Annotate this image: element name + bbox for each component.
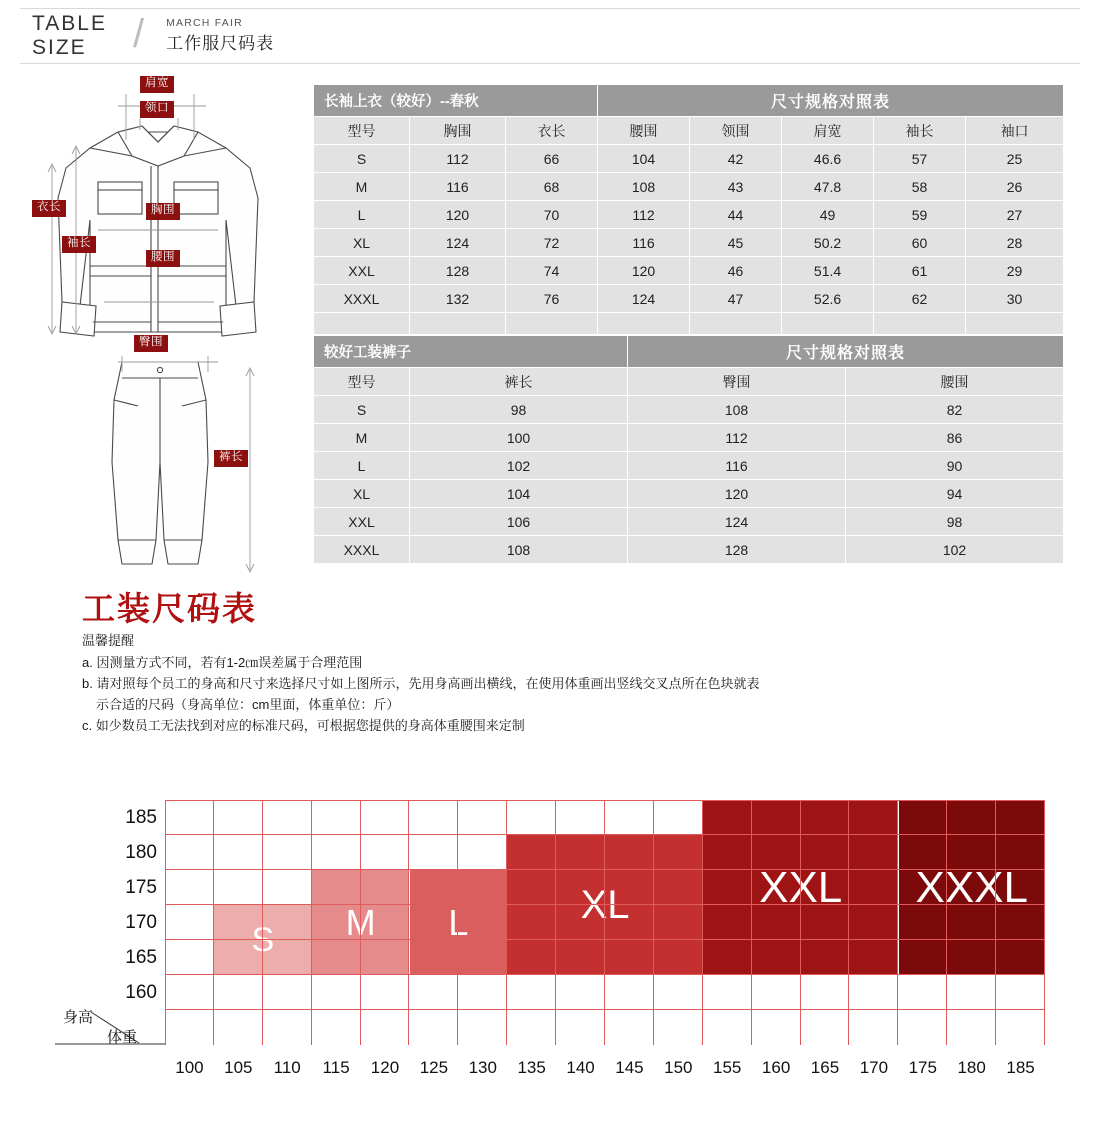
label-waist: 腰围 [146,250,180,267]
size-heatmap-chart [55,800,1055,1090]
x-tick-140: 140 [566,1058,595,1077]
cell: 128 [410,257,506,285]
note-line-a: a. 因测量方式不同，若有1-2㎝误差属于合理范围 [82,655,363,671]
x-tick-155: 155 [713,1058,742,1077]
x-tick-110: 110 [273,1058,301,1077]
header-title-line2: SIZE [32,36,87,59]
cell: 104 [598,145,690,173]
cell: 51.4 [782,257,874,285]
heatmap-x-axis [165,1048,1045,1078]
cell: S [314,396,410,424]
jacket-col-shoulder: 肩宽 [782,117,874,145]
pants-table-header-row [314,368,1064,396]
cell: 43 [690,173,782,201]
cell: 47.8 [782,173,874,201]
table-row [314,508,1064,536]
table-row [314,173,1064,201]
cell: 120 [410,201,506,229]
table-row [314,452,1064,480]
jacket-col-collar: 领围 [690,117,782,145]
cell: 90 [846,452,1064,480]
cell: 70 [506,201,598,229]
cell: 66 [506,145,598,173]
jacket-table-header-row [314,117,1064,145]
x-tick-175: 175 [908,1058,937,1077]
cell: 28 [966,229,1064,257]
cell [314,313,410,335]
cell [966,313,1064,335]
cell: 49 [782,201,874,229]
cell: 44 [690,201,782,229]
jacket-table-title-row [314,85,1064,117]
jacket-table-title-left: 长袖上衣（较好）--春秋 [314,85,598,117]
cell: 52.6 [782,285,874,313]
x-tick-100: 100 [175,1058,204,1077]
cell: 62 [874,285,966,313]
pants-col-waist: 腰围 [846,368,1064,396]
cell: 76 [506,285,598,313]
cell: 72 [506,229,598,257]
x-tick-120: 120 [370,1058,400,1077]
table-row [314,424,1064,452]
pants-col-length: 裤长 [410,368,628,396]
cell: 82 [846,396,1064,424]
cell: 94 [846,480,1064,508]
cell: 86 [846,424,1064,452]
brand-name-en: MARCH FAIR [166,16,243,29]
x-tick-125: 125 [419,1058,449,1077]
label-chest: 胸围 [146,203,180,220]
cell: S [314,145,410,173]
cell: L [314,452,410,480]
cell: 60 [874,229,966,257]
jacket-size-table-wrap [313,84,1064,335]
cell [410,313,506,335]
cell: 116 [410,173,506,201]
table-row [314,285,1064,313]
cell: 25 [966,145,1064,173]
page-header [20,8,1080,64]
jacket-size-table [313,84,1064,335]
y-tick-175: 175 [125,877,157,898]
header-brand-block [166,17,274,56]
x-tick-135: 135 [517,1058,546,1077]
cell: XXL [314,257,410,285]
jacket-col-length: 衣长 [506,117,598,145]
cell: 102 [846,536,1064,564]
cell [598,313,690,335]
cell: 124 [628,508,846,536]
cell: 128 [628,536,846,564]
cell: 106 [410,508,628,536]
cell: 98 [410,396,628,424]
garment-illustration-svg [18,70,308,580]
cell: XXL [314,508,410,536]
cell: 61 [874,257,966,285]
pants-col-model: 型号 [314,368,410,396]
jacket-col-cuff: 袖口 [966,117,1064,145]
size-block-l: L [410,870,508,975]
table-row [314,201,1064,229]
label-shoulder-width: 肩宽 [140,76,174,93]
table-row [314,229,1064,257]
jacket-col-chest: 胸围 [410,117,506,145]
note-line-b2: 示合适的尺码（身高单位：cm里面，体重单位：斤） [96,697,400,713]
heatmap-gridlines [165,800,1045,1045]
x-tick-115: 115 [322,1058,350,1077]
notes-block [82,630,942,736]
cell: 100 [410,424,628,452]
cell: M [314,424,410,452]
size-block-s: S [214,905,312,975]
jacket-col-sleeve: 袖长 [874,117,966,145]
table-row [314,480,1064,508]
label-pants-length: 裤长 [214,450,248,467]
note-line-c: c. 如少数员工无法找到对应的标准尺码，可根据您提供的身高体重腰围来定制 [82,718,525,734]
cell: 45 [690,229,782,257]
size-block-xxl: XXL [703,800,899,975]
cell: 108 [410,536,628,564]
cell: 46.6 [782,145,874,173]
label-coat-length: 衣长 [32,200,66,217]
table-row [314,257,1064,285]
x-tick-165: 165 [810,1058,840,1077]
pants-table-title-left: 较好工装裤子 [314,336,628,368]
axis-label-height: 身高 [63,1009,94,1026]
cell: XL [314,229,410,257]
cell: 47 [690,285,782,313]
y-tick-160: 160 [125,982,157,1003]
cell: M [314,173,410,201]
pants-size-table [313,335,1064,564]
cell: 124 [598,285,690,313]
cell: 74 [506,257,598,285]
pants-size-table-wrap [313,335,1064,564]
table-spacer-row [314,313,1064,335]
cell: 57 [874,145,966,173]
x-tick-185: 185 [1006,1058,1035,1077]
y-tick-170: 170 [125,912,157,933]
pants-table-title-center: 尺寸规格对照表 [628,336,1064,368]
y-tick-165: 165 [125,947,157,968]
header-title-line1: TABLE [32,11,107,35]
cell: 116 [598,229,690,257]
brand-subtitle-cn: 工作服尺码表 [166,34,275,54]
cell: 124 [410,229,506,257]
x-tick-170: 170 [859,1058,889,1077]
cell: 120 [598,257,690,285]
pants-table-title-row [314,336,1064,368]
cell: 50.2 [782,229,874,257]
cell [690,313,782,335]
cell: L [314,201,410,229]
cell: 98 [846,508,1064,536]
notes-heading: 温馨提醒 [82,633,135,648]
y-tick-180: 180 [125,842,157,863]
cell: 30 [966,285,1064,313]
cell: 104 [410,480,628,508]
x-tick-130: 130 [468,1058,497,1077]
cell: XXXL [314,285,410,313]
cell: 59 [874,201,966,229]
cell: XXXL [314,536,410,564]
label-collar: 领口 [140,101,174,118]
cell: 108 [628,396,846,424]
cell: 112 [628,424,846,452]
y-tick-185: 185 [125,807,157,828]
axis-label-weight: 体重 [107,1029,138,1046]
x-tick-150: 150 [664,1058,693,1077]
cell: 46 [690,257,782,285]
x-tick-180: 180 [957,1058,986,1077]
jacket-table-title-center: 尺寸规格对照表 [598,85,1064,117]
heatmap-axis-corner [55,1010,165,1045]
cell: 26 [966,173,1064,201]
size-block-xxxl: XXXL [899,800,1046,975]
size-block-m: M [312,870,410,975]
cell: 68 [506,173,598,201]
jacket-col-waist: 腰围 [598,117,690,145]
cell: 102 [410,452,628,480]
cell: 108 [598,173,690,201]
cell: 42 [690,145,782,173]
table-row [314,145,1064,173]
cell: 27 [966,201,1064,229]
table-row [314,536,1064,564]
header-title-block [20,12,107,60]
x-tick-105: 105 [224,1058,253,1077]
x-tick-145: 145 [615,1058,644,1077]
cell [506,313,598,335]
size-block-xl: XL [507,835,703,975]
table-row [314,396,1064,424]
cell: 58 [874,173,966,201]
jacket-col-model: 型号 [314,117,410,145]
cell: 112 [598,201,690,229]
cell: 116 [628,452,846,480]
note-line-b1: b. 请对照每个员工的身高和尺寸来选择尺寸如上图所示，先用身高画出横线，在使用体重画出竖线交叉点所在色块就表 [82,676,760,692]
header-divider-slash: / [132,11,145,56]
page-title: 工装尺码表 [82,589,257,628]
cell: XL [314,480,410,508]
pants-col-hip: 臀围 [628,368,846,396]
x-tick-160: 160 [761,1058,791,1077]
cell [782,313,874,335]
garment-diagram [18,70,308,580]
label-sleeve-length: 袖长 [62,236,96,253]
cell: 112 [410,145,506,173]
heatmap-plot-area [165,800,1045,1045]
cell: 29 [966,257,1064,285]
label-hip: 臀围 [134,335,168,352]
cell: 120 [628,480,846,508]
cell [874,313,966,335]
cell: 132 [410,285,506,313]
